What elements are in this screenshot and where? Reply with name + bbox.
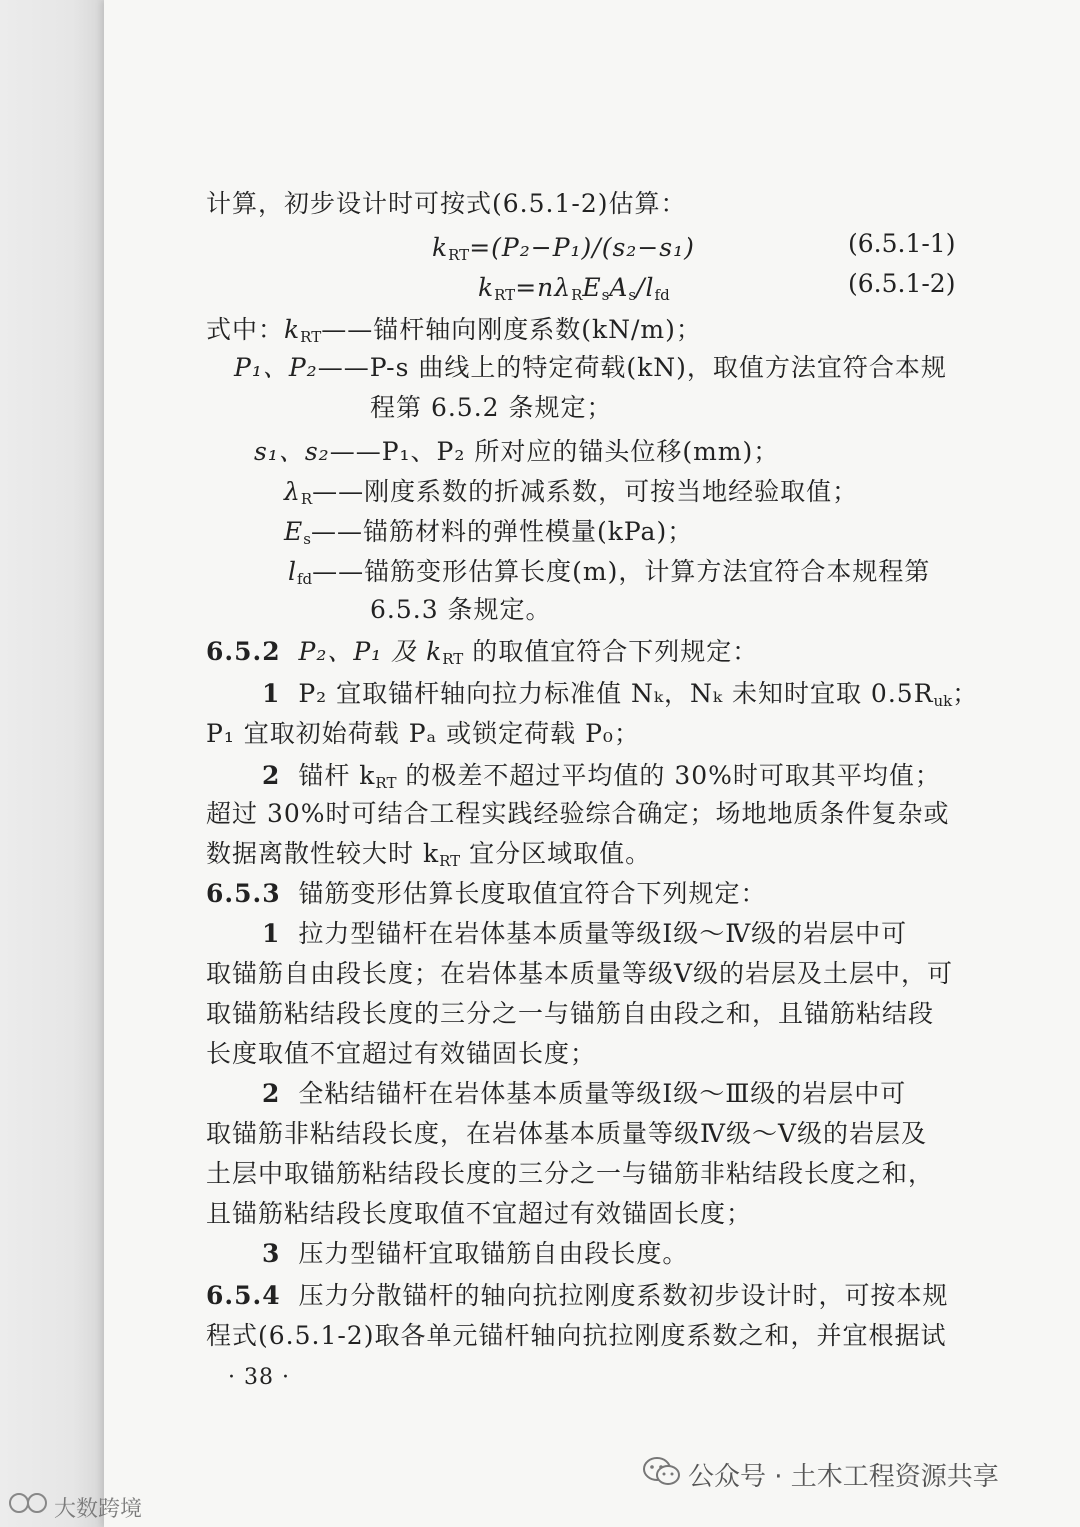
s653-item1-line3: 取锚筋粘结段长度的三分之一与锚筋自由段之和，且锚筋粘结段	[206, 999, 935, 1028]
scan-left-margin	[0, 0, 104, 1527]
def-p1p2-cont: 程第 6.5.2 条规定；	[370, 393, 613, 422]
equation-1: $k_{RT}=(P_2-P_1)/(s_2-s_1)$	[432, 233, 695, 264]
s653-item1-line2: 取锚筋自由段长度；在岩体基本质量等级Ⅴ级的岩层及土层中，可	[206, 959, 954, 988]
s653-item1-line1: 1 拉力型锚杆在岩体基本质量等级Ⅰ级～Ⅳ级的岩层中可	[262, 919, 908, 948]
equation-1-number: (6.5.1-1)	[848, 229, 956, 258]
watermark-text: 大数跨境	[54, 1497, 143, 1522]
watermark-logo-icon	[8, 1490, 52, 1516]
section-6-5-4-line1: 6.5.4 压力分散锚杆的轴向抗拉刚度系数初步设计时，可按本规	[206, 1281, 949, 1310]
s653-item3: 3 压力型锚杆宜取锚筋自由段长度。	[262, 1239, 689, 1268]
page-number: · 38 ·	[228, 1365, 290, 1390]
intro-line: 计算，初步设计时可按式(6.5.1-2)估算：	[206, 189, 687, 218]
s653-item2-line2: 取锚筋非粘结段长度，在岩体基本质量等级Ⅳ级～Ⅴ级的岩层及	[206, 1119, 928, 1148]
s653-item2-line4: 且锚筋粘结段长度取值不宜超过有效锚固长度；	[206, 1199, 753, 1228]
s653-item2-line3: 土层中取锚筋粘结段长度的三分之一与锚筋非粘结段长度之和，	[206, 1159, 935, 1188]
def-lfd: $l_{fd}——$锚筋变形估算长度(m)，计算方法宜符合本规程第	[288, 557, 931, 588]
section-6-5-4-line2: 程式(6.5.1-2)取各单元锚杆轴向抗拉刚度系数之和，并宜根据试	[206, 1321, 947, 1350]
section-6-5-3-heading: 6.5.3 锚筋变形估算长度取值宜符合下列规定：	[206, 879, 767, 908]
s652-item2-line2: 超过 30%时可结合工程实践经验综合确定；场地地质条件复杂或	[206, 799, 950, 828]
def-lambda: $\lambda_R——$刚度系数的折减系数，可按当地经验取值；	[284, 477, 859, 508]
s652-item2-line1: 2 锚杆 $k_{RT}$ 的极差不超过平均值的 30%时可取其平均值；	[262, 761, 941, 792]
s652-item1-line2: P₁ 宜取初始荷载 Pₐ 或锁定荷载 P₀；	[206, 719, 640, 748]
wechat-icon	[642, 1456, 682, 1488]
wechat-account-label: 公众号 · 土木工程资源共享	[688, 1462, 999, 1492]
s653-item1-line4: 长度取值不宜超过有效锚固长度；	[206, 1039, 597, 1068]
def-es: $E_s——$锚筋材料的弹性模量(kPa)；	[284, 517, 694, 548]
where-line: 式中：$k_{RT}——$锚杆轴向刚度系数(kN/m)；	[206, 315, 702, 346]
s653-item2-line1: 2 全粘结锚杆在岩体基本质量等级Ⅰ级～Ⅲ级的岩层中可	[262, 1079, 907, 1108]
s652-item2-line3: 数据离散性较大时 $k_{RT}$ 宜分区域取值。	[206, 839, 652, 870]
equation-2: $k_{RT}=n\lambda_RE_sA_s/l_{fd}$	[478, 273, 670, 304]
section-6-5-2-heading: 6.5.2 P₂、P₁ 及 $k_{RT}$ 的取值宜符合下列规定：	[206, 637, 759, 668]
s652-item1-line1: 1 P₂ 宜取锚杆轴向拉力标准值 Nₖ，Nₖ 未知时宜取 $0.5R_{uk}$；	[262, 679, 979, 710]
def-lfd-cont: 6.5.3 条规定。	[370, 595, 552, 624]
equation-2-number: (6.5.1-2)	[848, 269, 956, 298]
def-p1p2: P₁、P₂——P-s 曲线上的特定荷载(kN)，取值方法宜符合本规	[234, 353, 947, 382]
def-s1s2: s₁、s₂——P₁、P₂ 所对应的锚头位移(mm)；	[254, 437, 780, 466]
